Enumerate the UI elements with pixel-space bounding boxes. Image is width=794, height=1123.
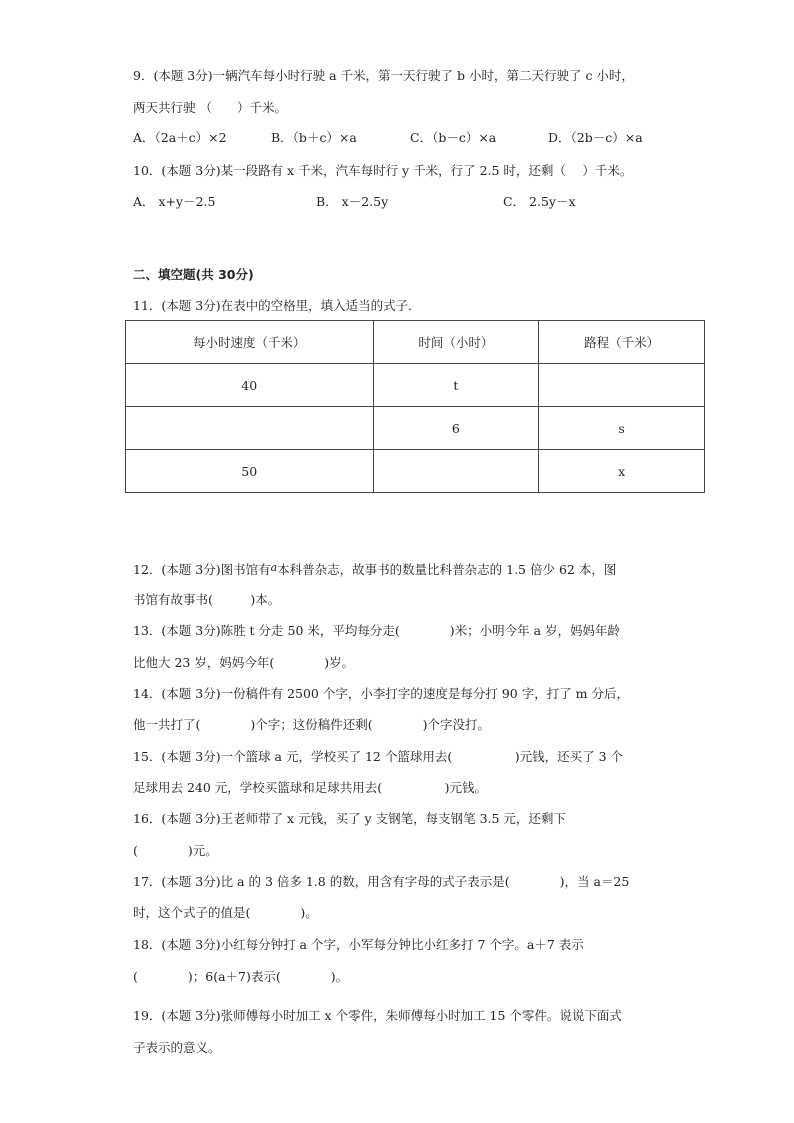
- q10-option-c: C． 2.5y－x: [503, 194, 576, 209]
- table-cell: 50: [126, 450, 374, 493]
- q12-text-post: 本科普杂志，故事书的数量比科普杂志的 1.5 倍少 62 本，图: [277, 562, 617, 577]
- q10-option-b: B． x－2.5y: [316, 194, 389, 209]
- q11-line1: 11．(本题 3分)在表中的空格里，填入适当的式子．: [133, 298, 421, 313]
- q10-option-a: A． x+y－2.5: [133, 194, 216, 209]
- q14-line1: 14．(本题 3分)一份稿件有 2500 个字，小李打字的速度是每分打 90 字，打了 m 分后，: [133, 686, 629, 701]
- table-header-cell: 每小时速度（千米）: [126, 321, 374, 364]
- q12-variable-a: a: [270, 561, 278, 574]
- q9-line2: 两天共行驶 （ ）千米。: [133, 100, 287, 115]
- q10-options: [133, 194, 713, 210]
- q13-line2: 比他大 23 岁，妈妈今年( )岁。: [133, 655, 355, 670]
- q14-line2: 他一共打了( )个字；这份稿件还剩( )个字没打。: [133, 717, 491, 732]
- table-cell: 40: [126, 364, 374, 407]
- q10-line1: 10．(本题 3分)某一段路有 x 千米，汽车每时行 y 千米，行了 2.5 时，还剩（ ）千米。: [133, 163, 633, 178]
- q9-option-b: B．（b＋c）×a: [271, 130, 357, 145]
- table-row: [126, 364, 705, 407]
- table-header-cell: 时间（小时）: [373, 321, 539, 364]
- q9-option-a: A．（2a＋c）×2: [133, 130, 227, 145]
- table-cell: x: [539, 450, 705, 493]
- q16-line1: 16．(本题 3分)王老师带了 x 元钱，买了 y 支钢笔，每支钢笔 3.5 元，还剩下: [133, 811, 566, 826]
- q9-options: [133, 130, 713, 146]
- table-cell-blank[interactable]: [539, 364, 705, 407]
- q12-line2: 书馆有故事书( )本。: [133, 592, 281, 607]
- table-cell-blank[interactable]: [126, 407, 374, 450]
- q17-line2: 时，这个式子的值是( )。: [133, 905, 318, 920]
- q15-line1: 15．(本题 3分)一个篮球 a 元，学校买了 12 个篮球用去( )元钱，还买了 3 个: [133, 749, 623, 764]
- table-row: [126, 407, 705, 450]
- q15-line2: 足球用去 240 元，学校买篮球和足球共用去( )元钱。: [133, 780, 488, 795]
- table-cell: t: [373, 364, 539, 407]
- q18-line2: ( )；6(a＋7)表示( )。: [133, 969, 349, 984]
- table-cell: s: [539, 407, 705, 450]
- q17-line1: 17．(本题 3分)比 a 的 3 倍多 1.8 的数，用含有字母的式子表示是( )，当 a＝25: [133, 874, 630, 889]
- q13-line1: 13．(本题 3分)陈胜 t 分走 50 米，平均每分走( )米；小明今年 a 岁，妈妈年龄: [133, 623, 621, 638]
- q9-option-d: D．（2b－c）×a: [548, 130, 643, 145]
- table-row: [126, 450, 705, 493]
- q11-table: [125, 320, 705, 493]
- q19-line1: 19．(本题 3分)张师傅每小时加工 x 个零件，朱师傅每小时加工 15 个零件。说说下面式: [133, 1008, 622, 1023]
- table-cell: 6: [373, 407, 539, 450]
- table-header-cell: 路程（千米）: [539, 321, 705, 364]
- q19-line2: 子表示的意义。: [133, 1040, 221, 1055]
- q9-option-c: C．（b－c）×a: [410, 130, 497, 145]
- q12-text-pre: 12．(本题 3分)图书馆有: [133, 562, 271, 577]
- q12-line1: [133, 560, 616, 578]
- section-title-fill-blank: 二、填空题(共 30分): [133, 267, 254, 282]
- table-header-row: [126, 321, 705, 364]
- q9-line1: 9．(本题 3分)一辆汽车每小时行驶 a 千米，第一天行驶了 b 小时，第二天行驶了 c 小时，: [133, 68, 634, 83]
- table-cell-blank[interactable]: [373, 450, 539, 493]
- q18-line1: 18．(本题 3分)小红每分钟打 a 个字，小军每分钟比小红多打 7 个字。a＋7 表示: [133, 937, 584, 952]
- q16-line2: ( )元。: [133, 843, 218, 858]
